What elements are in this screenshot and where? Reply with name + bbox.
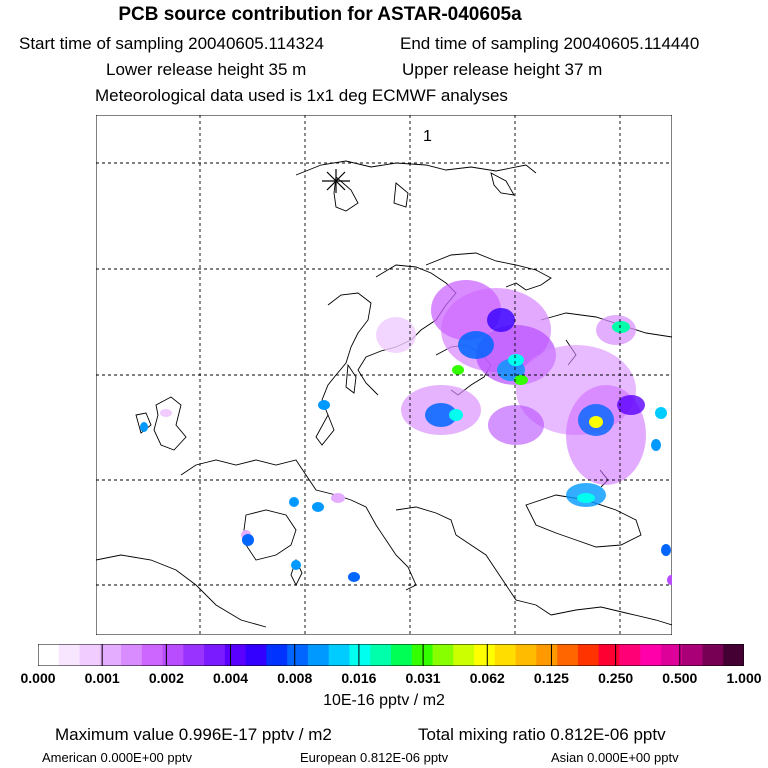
legend-color-cell bbox=[266, 644, 287, 666]
total-mixing-ratio: Total mixing ratio 0.812E-06 pptv bbox=[418, 725, 666, 744]
legend-color-cell bbox=[536, 644, 557, 666]
european-contribution: European 0.812E-06 pptv bbox=[300, 750, 449, 765]
lower-release-height: Lower release height 35 m bbox=[106, 60, 307, 79]
american-contribution: American 0.000E+00 pptv bbox=[42, 750, 192, 765]
legend-color-cell bbox=[702, 644, 723, 666]
legend-color-cell bbox=[80, 644, 101, 666]
legend-color-cell bbox=[287, 644, 308, 666]
legend-tick-label: 0.004 bbox=[213, 670, 249, 686]
max-value: Maximum value 0.996E-17 pptv / m2 bbox=[55, 725, 332, 744]
legend-unit: 10E-16 pptv / m2 bbox=[323, 692, 445, 709]
legend-tick-label: 0.500 bbox=[662, 670, 698, 686]
legend-color-cell bbox=[246, 644, 267, 666]
legend-tick-label: 0.062 bbox=[469, 670, 505, 686]
legend-color-cell bbox=[100, 644, 121, 666]
legend-color-cell bbox=[516, 644, 537, 666]
legend-color-cell bbox=[204, 644, 225, 666]
met-data-note: Meteorological data used is 1x1 deg ECMWF analyses bbox=[95, 86, 508, 105]
legend-color-cell bbox=[474, 644, 495, 666]
legend-color-cell bbox=[453, 644, 474, 666]
asian-contribution: Asian 0.000E+00 pptv bbox=[551, 750, 679, 765]
end-time: End time of sampling 20040605.114440 bbox=[400, 34, 700, 53]
legend-color-cell bbox=[163, 644, 184, 666]
legend-tick-label: 0.016 bbox=[341, 670, 377, 686]
legend-color-cell bbox=[640, 644, 661, 666]
legend-color-cell bbox=[370, 644, 391, 666]
legend-tick-label: 1.000 bbox=[726, 670, 762, 686]
legend-color-cell bbox=[38, 644, 59, 666]
legend-tick-label: 0.000 bbox=[20, 670, 56, 686]
legend-tick-label: 0.125 bbox=[533, 670, 569, 686]
legend-color-cell bbox=[578, 644, 599, 666]
legend-color-cell bbox=[619, 644, 640, 666]
legend-color-cell bbox=[349, 644, 370, 666]
legend-color-cell bbox=[391, 644, 412, 666]
legend-tick-label: 0.031 bbox=[405, 670, 441, 686]
legend-color-cell bbox=[183, 644, 204, 666]
upper-release-height: Upper release height 37 m bbox=[402, 60, 603, 79]
legend-color-cell bbox=[557, 644, 578, 666]
legend-tick-label: 0.250 bbox=[598, 670, 634, 686]
legend-color-cell bbox=[308, 644, 329, 666]
legend-color-cell bbox=[599, 644, 620, 666]
legend-color-cell bbox=[59, 644, 80, 666]
start-time: Start time of sampling 20040605.114324 bbox=[19, 34, 324, 53]
legend-tick-label: 0.002 bbox=[148, 670, 184, 686]
legend-color-cell bbox=[495, 644, 516, 666]
legend-color-cell bbox=[121, 644, 142, 666]
color-legend bbox=[38, 644, 744, 666]
map-panel bbox=[96, 115, 672, 635]
map-title: PCB source contribution for ASTAR-040605a bbox=[118, 4, 522, 25]
site-label: 1 bbox=[423, 128, 432, 145]
legend-color-cell bbox=[225, 644, 246, 666]
legend-color-cell bbox=[142, 644, 163, 666]
legend-color-cell bbox=[682, 644, 703, 666]
legend-tick-label: 0.001 bbox=[84, 670, 120, 686]
legend-color-cell bbox=[412, 644, 433, 666]
legend-color-cell bbox=[723, 644, 744, 666]
legend-color-cell bbox=[329, 644, 350, 666]
legend-color-cell bbox=[661, 644, 682, 666]
legend-tick-label: 0.008 bbox=[277, 670, 313, 686]
legend-color-cell bbox=[433, 644, 454, 666]
